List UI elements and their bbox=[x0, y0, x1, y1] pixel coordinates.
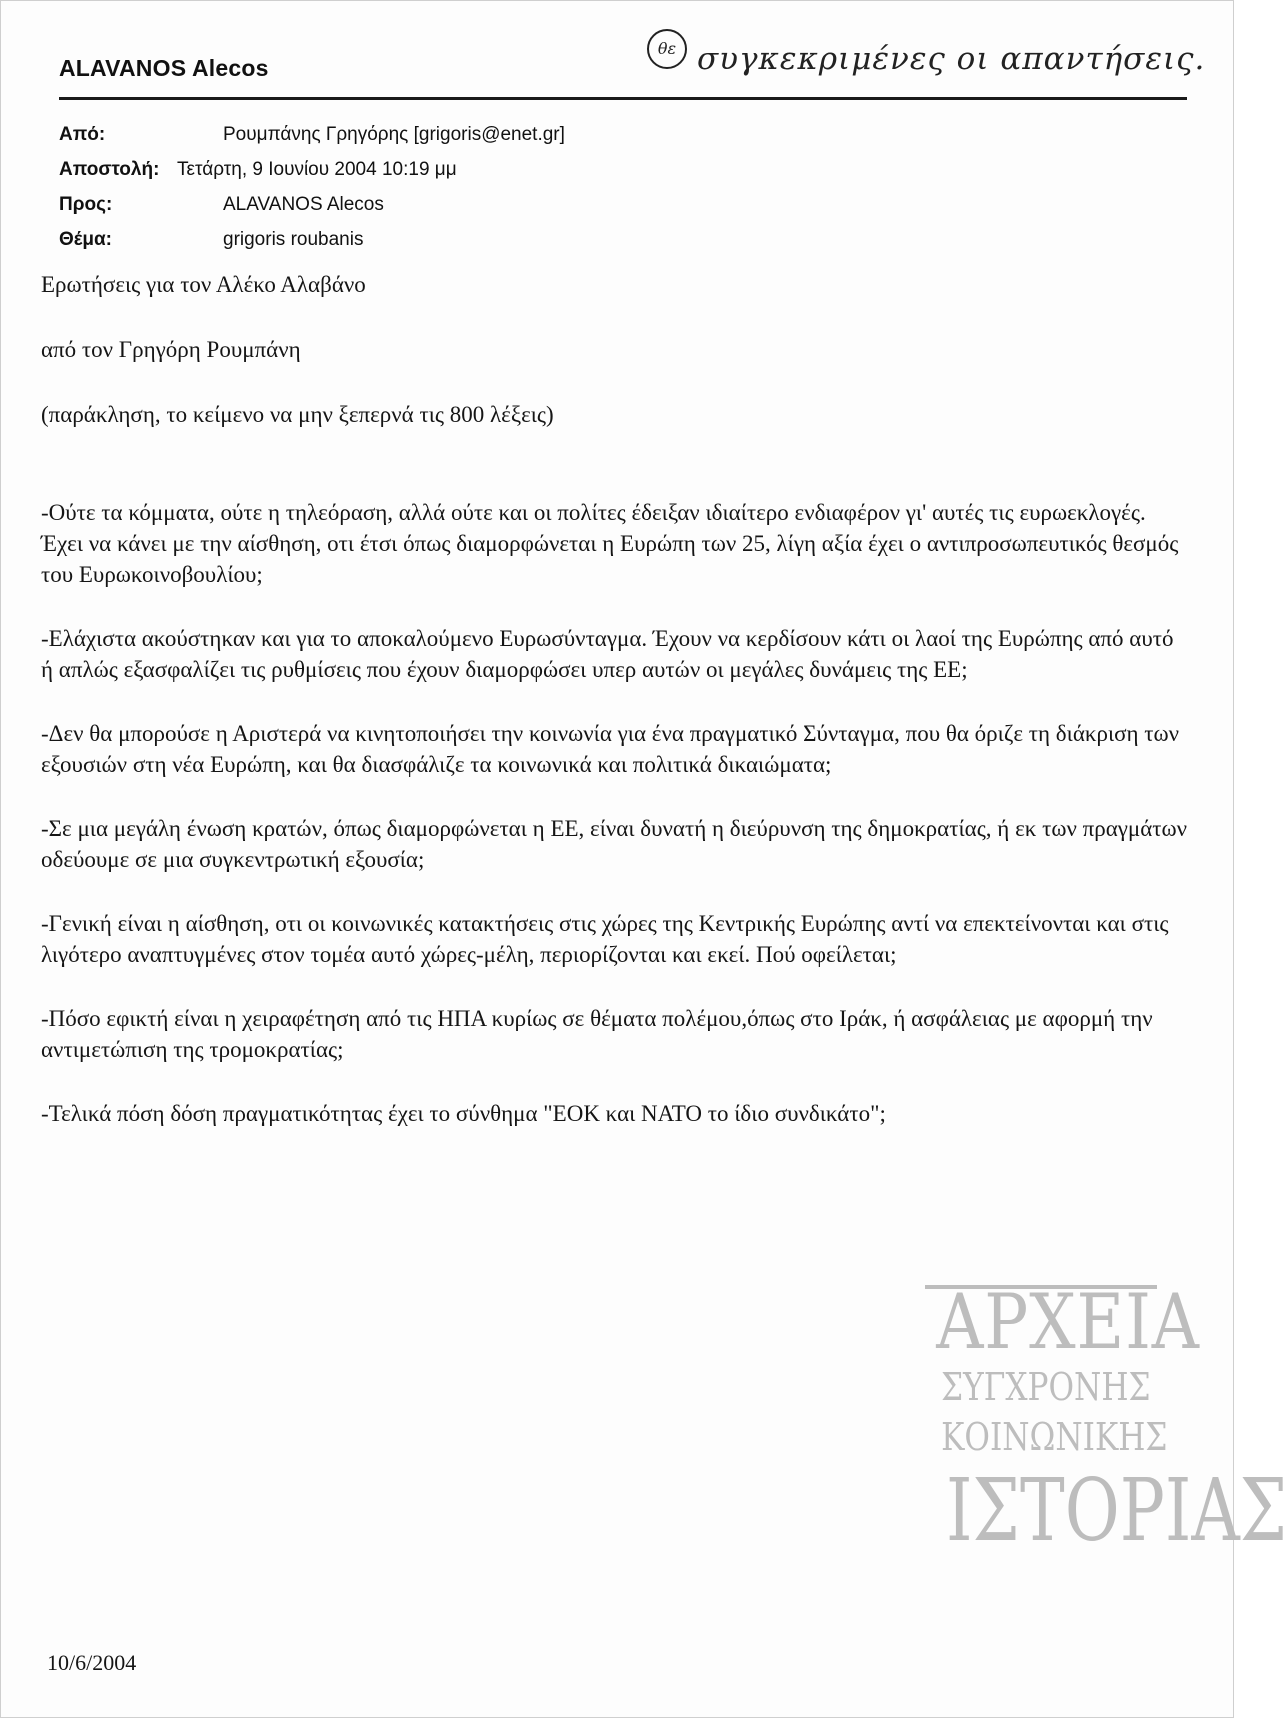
header-divider bbox=[59, 97, 1187, 100]
header-row-to bbox=[59, 187, 565, 222]
question-paragraph: -Πόσο εφικτή είναι η χειραφέτηση από τις ΗΠΑ κυρίως σε θέματα πολέμου,όπως στο Ιράκ, ή ασφάλειας με αφορμή την αντιμετώπιση της τρομοκρατίας; bbox=[41, 1006, 1153, 1062]
question-paragraph: -Δεν θα μπορούσε η Αριστερά να κινητοποιήσει την κοινωνία για ένα πραγματικό Σύνταγμα, που θα όριζε τη διάκριση των εξουσιών στη νέα Ευρώπη, και θα διασφάλιζε τα κοινωνικά και πολιτικά δικαιώματα; bbox=[41, 721, 1180, 777]
stamp-line-3: ΚΟΙΝΩΝΙΚΗΣ bbox=[941, 1415, 1168, 1459]
to-value: ALAVANOS Alecos bbox=[223, 194, 384, 215]
sent-value: Τετάρτη, 9 Ιουνίου 2004 10:19 μμ bbox=[177, 159, 457, 180]
handwritten-note: συγκεκριμένες οι απαντήσεις. bbox=[697, 41, 1206, 77]
stamp-line-2: ΣΥΓΧΡΟΝΗΣ bbox=[941, 1365, 1151, 1409]
header-row-sent bbox=[59, 152, 565, 187]
to-label: Προς: bbox=[59, 194, 113, 215]
question-paragraph: -Τελικά πόση δόση πραγματικότητας έχει το σύνθημα "ΕΟΚ και ΝΑΤΟ το ίδιο συνδικάτο"; bbox=[41, 1101, 886, 1126]
question-paragraph: -Γενική είναι η αίσθηση, οτι οι κοινωνικές κατακτήσεις στις χώρες της Κεντρικής Ευρώπης αντί να επεκτείνονται και στις λιγότερο αναπτυγμένες στον τομέα αυτό χώρες-μέλη, περιορίζονται και εκεί. Πού οφείλεται; bbox=[41, 911, 1169, 967]
header-row-subject bbox=[59, 222, 565, 257]
email-body bbox=[41, 269, 1191, 1129]
body-author: από τον Γρηγόρη Ρουμπάνη bbox=[41, 337, 301, 362]
archive-stamp bbox=[919, 1277, 1287, 1593]
footer-date: 10/6/2004 bbox=[47, 1650, 137, 1675]
stamp-line-1: ΑΡΧΕΙΑ bbox=[936, 1277, 1200, 1366]
handwritten-annotation bbox=[643, 23, 1206, 83]
header-row-from bbox=[59, 117, 565, 152]
body-note: (παράκληση, το κείμενο να μην ξεπερνά τις 800 λέξεις) bbox=[41, 402, 554, 427]
sender-name: ALAVANOS Alecos bbox=[59, 55, 269, 81]
body-title: Ερωτήσεις για τον Αλέκο Αλαβάνο bbox=[41, 272, 366, 297]
email-header bbox=[59, 117, 565, 257]
question-paragraph: -Ούτε τα κόμματα, ούτε η τηλεόραση, αλλά ούτε και οι πολίτες έδειξαν ιδιαίτερο ενδιαφέρον γι' αυτές τις ευρωεκλογές. Έχει να κάνει με την αίσθηση, οτι έτσι όπως διαμορφώνεται η Ευρώπη των 25, λίγη αξία έχει ο αντιπροσωπευτικός θεσμός του Ευρωκοινοβουλίου; bbox=[41, 500, 1179, 587]
subject-value: grigoris roubanis bbox=[223, 229, 364, 250]
subject-label: Θέμα: bbox=[59, 229, 112, 250]
sent-label: Αποστολή: bbox=[59, 159, 160, 180]
circled-initials: θε bbox=[647, 29, 687, 69]
question-paragraph: -Ελάχιστα ακούστηκαν και για το αποκαλούμενο Ευρωσύνταγμα. Έχουν να κερδίσουν κάτι οι λαοί της Ευρώπης από αυτό ή απλώς εξασφαλίζει τις ρυθμίσεις που έχουν διαμορφώσει υπερ αυτών οι μεγάλες δυνάμεις της ΕΕ; bbox=[41, 626, 1174, 682]
from-value: Ρουμπάνης Γρηγόρης [grigoris@enet.gr] bbox=[223, 124, 565, 145]
from-label: Από: bbox=[59, 124, 106, 145]
stamp-line-4: ΙΣΤΟΡΙΑΣ bbox=[946, 1461, 1287, 1561]
question-paragraph: -Σε μια μεγάλη ένωση κρατών, όπως διαμορφώνεται η ΕΕ, είναι δυνατή η διεύρυνση της δημοκρατίας, ή εκ των πραγμάτων οδεύουμε σε μια συγκεντρωτική εξουσία; bbox=[41, 816, 1188, 872]
